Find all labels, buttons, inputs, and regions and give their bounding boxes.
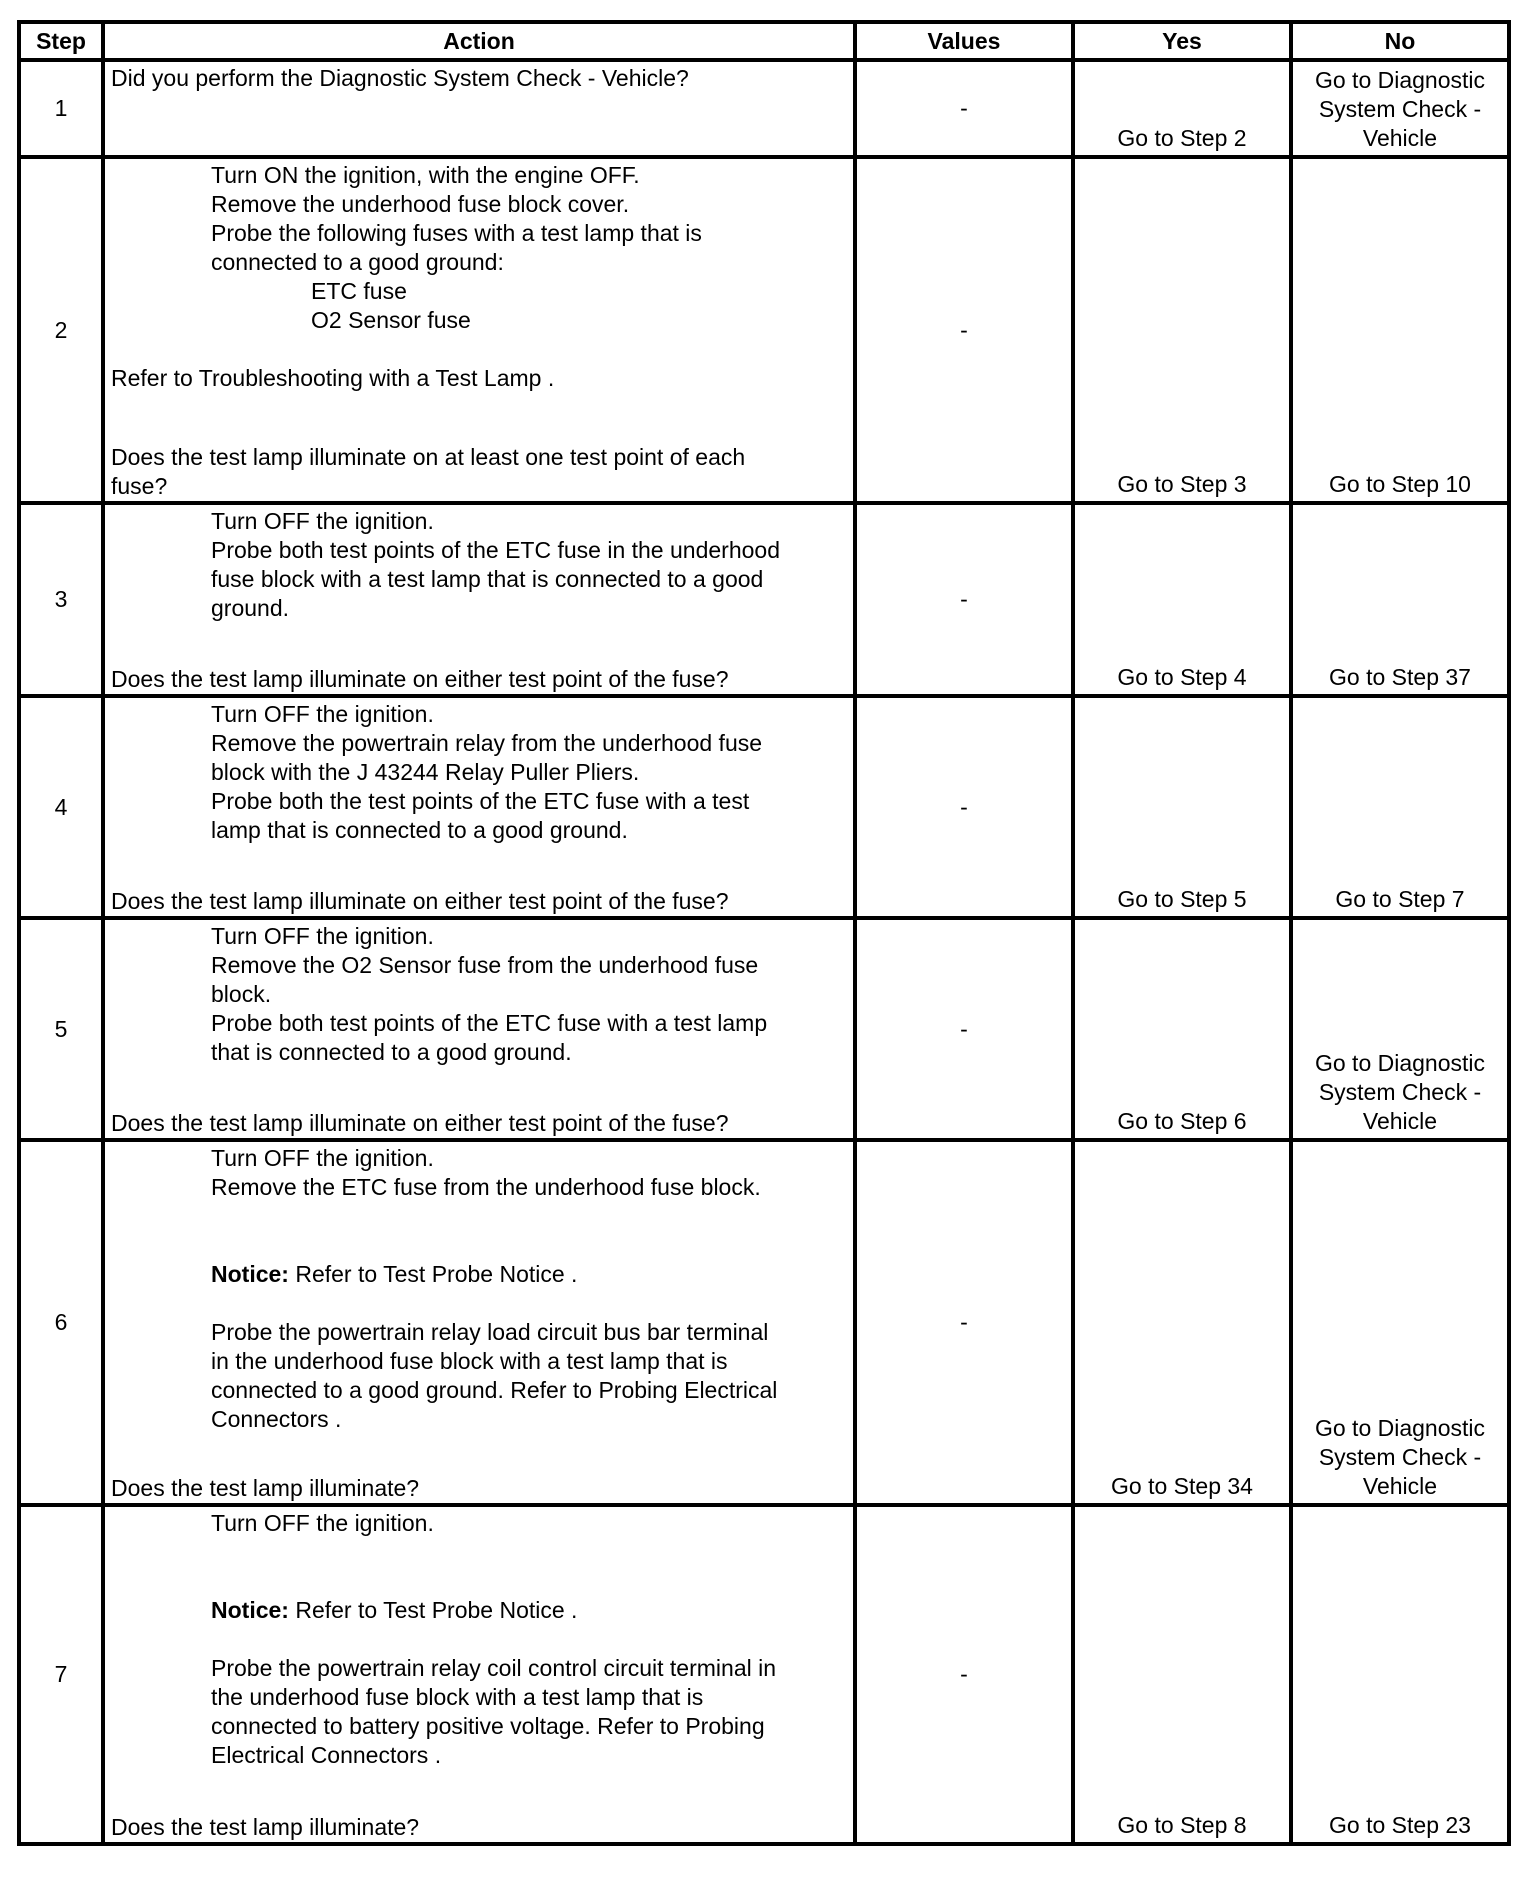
action-text: the underhood fuse block with a test lamp that is: [211, 1684, 704, 1710]
action-line: [111, 1596, 847, 1625]
action-line: [111, 1538, 847, 1567]
action-content: [111, 700, 847, 916]
action-text: connected to battery positive voltage. Refer to Probing: [211, 1713, 765, 1739]
action-instructions: [111, 507, 847, 623]
action-content: [111, 507, 847, 694]
action-cell: [103, 1140, 855, 1505]
action-question: [111, 1474, 847, 1503]
action-line: [111, 507, 847, 536]
action-question: [111, 443, 847, 501]
action-line: [111, 1474, 847, 1503]
step-number: 1: [19, 60, 103, 157]
action-text: Turn ON the ignition, with the engine OFF.: [211, 162, 640, 188]
action-cell: [103, 157, 855, 503]
action-text: O2 Sensor fuse: [311, 307, 471, 333]
action-line: [111, 219, 847, 248]
action-line: [111, 1625, 847, 1654]
step-number: 2: [19, 157, 103, 503]
step-number: 7: [19, 1505, 103, 1844]
action-question: [111, 665, 847, 694]
action-line: [111, 1509, 847, 1538]
action-line: [111, 565, 847, 594]
values-cell: -: [855, 503, 1073, 696]
action-text: in the underhood fuse block with a test lamp that is: [211, 1348, 728, 1374]
action-question: [111, 887, 847, 916]
action-text: Remove the underhood fuse block cover.: [211, 191, 630, 217]
yes-cell: Go to Step 34: [1073, 1140, 1291, 1505]
yes-cell: Go to Step 8: [1073, 1505, 1291, 1844]
action-text: fuse block with a test lamp that is connected to a good: [211, 566, 764, 592]
action-line: [111, 1173, 847, 1202]
action-text: Probe the following fuses with a test lamp that is: [211, 220, 702, 246]
action-line: [111, 335, 847, 364]
yes-cell: Go to Step 5: [1073, 696, 1291, 918]
no-cell: Go to Step 37: [1291, 503, 1509, 696]
action-line: [111, 1376, 847, 1405]
action-line: [111, 1038, 847, 1067]
action-text: fuse?: [111, 473, 168, 499]
action-instructions: [111, 1144, 847, 1434]
action-instructions: [111, 1509, 847, 1770]
action-text: Remove the O2 Sensor fuse from the underhood fuse: [211, 952, 759, 978]
notice-label: Notice:: [211, 1597, 289, 1623]
action-content: [111, 64, 847, 155]
action-line: [111, 1318, 847, 1347]
header-yes: Yes: [1073, 22, 1291, 60]
action-text: connected to a good ground. Refer to Probing Electrical: [211, 1377, 778, 1403]
action-line: [111, 1202, 847, 1231]
table-row: [19, 1505, 1509, 1844]
action-line: [111, 887, 847, 916]
values-cell: -: [855, 1140, 1073, 1505]
action-cell: [103, 60, 855, 157]
action-text: that is connected to a good ground.: [211, 1039, 572, 1065]
action-instructions: [111, 922, 847, 1067]
action-text: Connectors .: [211, 1406, 342, 1432]
action-line: [111, 1009, 847, 1038]
no-cell: Go to Step 7: [1291, 696, 1509, 918]
action-text: Does the test lamp illuminate on either test point of the fuse?: [111, 888, 729, 914]
action-content: [111, 161, 847, 501]
table-row: [19, 1140, 1509, 1505]
action-content: [111, 1509, 847, 1842]
action-text: Refer to Troubleshooting with a Test Lamp .: [111, 365, 555, 391]
action-text: Remove the powertrain relay from the underhood fuse: [211, 730, 763, 756]
action-text: Does the test lamp illuminate?: [111, 1814, 420, 1840]
yes-cell: Go to Step 6: [1073, 918, 1291, 1140]
table-row: [19, 503, 1509, 696]
yes-cell: Go to Step 3: [1073, 157, 1291, 503]
values-cell: -: [855, 157, 1073, 503]
action-line: [111, 922, 847, 951]
action-line: [111, 277, 847, 306]
action-line: [111, 1289, 847, 1318]
action-line: [111, 1405, 847, 1434]
action-line: [111, 161, 847, 190]
action-line: [111, 1231, 847, 1260]
action-line: [111, 64, 847, 93]
header-values: Values: [855, 22, 1073, 60]
action-line: [111, 248, 847, 277]
action-line: [111, 1109, 847, 1138]
action-text: Probe both test points of the ETC fuse with a test lamp: [211, 1010, 768, 1036]
action-line: [111, 443, 847, 472]
action-line: [111, 306, 847, 335]
no-cell: Go to Step 23: [1291, 1505, 1509, 1844]
no-cell: Go to Diagnostic System Check - Vehicle: [1291, 60, 1509, 157]
action-text: Does the test lamp illuminate on either test point of the fuse?: [111, 666, 729, 692]
values-cell: -: [855, 918, 1073, 1140]
action-text: Probe both the test points of the ETC fuse with a test: [211, 788, 750, 814]
action-question: [111, 1109, 847, 1138]
action-line: [111, 1654, 847, 1683]
header-no: No: [1291, 22, 1509, 60]
action-line: [111, 1813, 847, 1842]
table-body: [19, 60, 1509, 1844]
action-text: Refer to Test Probe Notice .: [288, 1261, 578, 1287]
header-row: [19, 22, 1509, 60]
action-line: [111, 1741, 847, 1770]
action-text: Probe the powertrain relay load circuit bus bar terminal: [211, 1319, 769, 1345]
action-line: [111, 665, 847, 694]
step-number: 4: [19, 696, 103, 918]
action-line: [111, 1260, 847, 1289]
action-instructions: [111, 64, 847, 93]
table-row: [19, 918, 1509, 1140]
action-line: [111, 1683, 847, 1712]
values-cell: -: [855, 1505, 1073, 1844]
action-instructions: [111, 161, 847, 393]
action-line: [111, 816, 847, 845]
action-content: [111, 922, 847, 1138]
action-line: [111, 594, 847, 623]
action-text: Turn OFF the ignition.: [211, 508, 434, 534]
no-cell: Go to Diagnostic System Check - Vehicle: [1291, 918, 1509, 1140]
action-line: [111, 1567, 847, 1596]
action-instructions: [111, 700, 847, 845]
action-line: [111, 951, 847, 980]
action-cell: [103, 503, 855, 696]
action-text: lamp that is connected to a good ground.: [211, 817, 628, 843]
action-text: Does the test lamp illuminate on either test point of the fuse?: [111, 1110, 729, 1136]
header-action: Action: [103, 22, 855, 60]
values-cell: -: [855, 60, 1073, 157]
action-text: connected to a good ground:: [211, 249, 504, 275]
action-line: [111, 729, 847, 758]
no-cell: Go to Step 10: [1291, 157, 1509, 503]
action-content: [111, 1144, 847, 1503]
header-step: Step: [19, 22, 103, 60]
action-line: [111, 536, 847, 565]
yes-cell: Go to Step 4: [1073, 503, 1291, 696]
action-text: Turn OFF the ignition.: [211, 1510, 434, 1536]
diagnostic-table: [17, 20, 1511, 1846]
table-row: [19, 696, 1509, 918]
action-line: [111, 758, 847, 787]
values-cell: -: [855, 696, 1073, 918]
action-text: Turn OFF the ignition.: [211, 1145, 434, 1171]
step-number: 3: [19, 503, 103, 696]
action-line: [111, 980, 847, 1009]
action-line: [111, 787, 847, 816]
action-text: Turn OFF the ignition.: [211, 923, 434, 949]
yes-cell: Go to Step 2: [1073, 60, 1291, 157]
action-text: Turn OFF the ignition.: [211, 701, 434, 727]
step-number: 6: [19, 1140, 103, 1505]
action-cell: [103, 918, 855, 1140]
action-question: [111, 1813, 847, 1842]
no-cell: Go to Diagnostic System Check - Vehicle: [1291, 1140, 1509, 1505]
action-text: block.: [211, 981, 272, 1007]
action-text: Probe the powertrain relay coil control circuit terminal in: [211, 1655, 777, 1681]
table-row: [19, 60, 1509, 157]
action-text: Remove the ETC fuse from the underhood fuse block.: [211, 1174, 761, 1200]
action-text: ground.: [211, 595, 290, 621]
action-text: Did you perform the Diagnostic System Check - Vehicle?: [111, 65, 689, 91]
action-text: Refer to Test Probe Notice .: [288, 1597, 578, 1623]
action-line: [111, 364, 847, 393]
action-cell: [103, 1505, 855, 1844]
action-line: [111, 472, 847, 501]
action-text: Probe both test points of the ETC fuse in the underhood: [211, 537, 780, 563]
action-text: Does the test lamp illuminate on at least one test point of each: [111, 444, 746, 470]
action-line: [111, 1144, 847, 1173]
action-line: [111, 190, 847, 219]
action-line: [111, 700, 847, 729]
action-line: [111, 1712, 847, 1741]
step-number: 5: [19, 918, 103, 1140]
notice-label: Notice:: [211, 1261, 289, 1287]
action-line: [111, 1347, 847, 1376]
action-text: block with the J 43244 Relay Puller Pliers.: [211, 759, 640, 785]
action-cell: [103, 696, 855, 918]
action-text: ETC fuse: [311, 278, 407, 304]
action-text: Electrical Connectors .: [211, 1742, 442, 1768]
table-row: [19, 157, 1509, 503]
action-text: Does the test lamp illuminate?: [111, 1475, 420, 1501]
